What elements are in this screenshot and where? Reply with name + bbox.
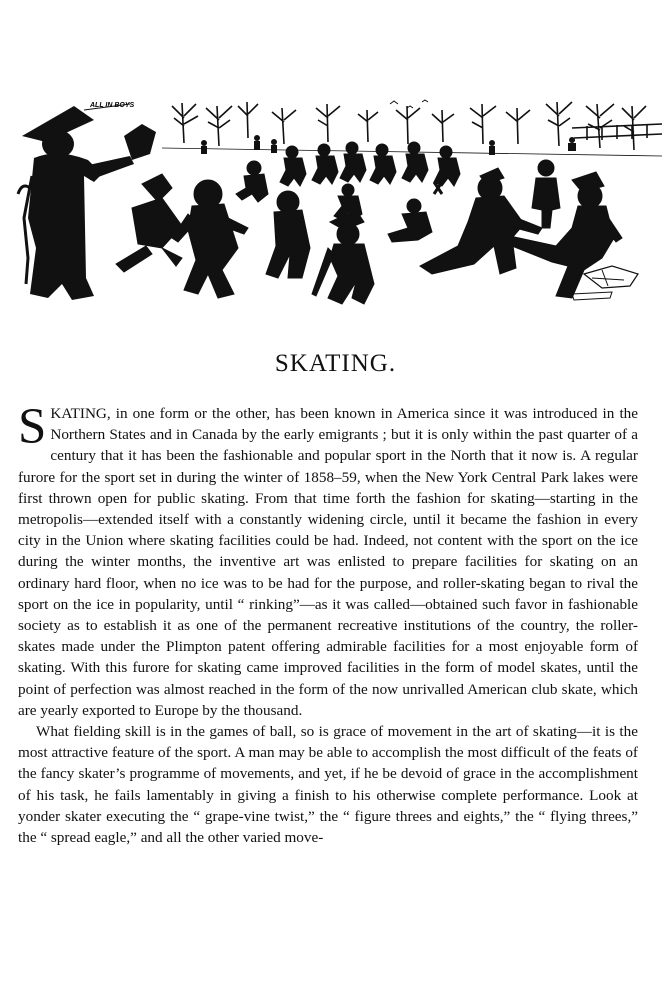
- illustration-caption: ALL IN BOYS: [90, 102, 135, 109]
- paragraph-1: [18, 399, 638, 721]
- paragraph-1-text: KATING, in one form or the other, has been known in America since it was introduced in the Northern States and in Canada by the early emigrants ; but it is only within the past quarter of a century that it has been the fashionable and popular sport in the North that it now is. A regular furore for the sport set in during the winter of 1858–59, when the New York Central Park lakes were first thrown open for public skating. From that time forth the fashion for skating—starting in the metropolis—extended itself with a constantly widening circle, until it became the fashion in every city in the Union where skating facilities could be had. Indeed, not content with the sport on the ice during the winter months, the inventive art was enlisted to prepare facilities for skating on an ordinary hard floor, when no ice was to be had for the purpose, and roller-skating began to rival the sport on the ice in popularity, until “ rinking”—as it was called—obtained such favor in fashionable society as to establish it as one of the permanent recreative institutions of the country, the roller-skates made under the Plimpton patent offering admirable facilities for a most enjoyable form of skating. With this furore for skating came improved facilities in the form of model skates, until the point of perfection was almost reached in the form of the now unrivalled American club skate, which are yearly exported to Europe by the thousand.: [18, 405, 638, 719]
- drop-cap: S: [18, 399, 47, 455]
- skating-boys-silhouette-icon: [116, 142, 638, 304]
- skating-illustration: [12, 98, 662, 320]
- article-body: [18, 399, 638, 848]
- teacher-with-bell-icon: [18, 106, 156, 300]
- article-title: SKATING.: [274, 350, 397, 377]
- paragraph-2: What fielding skill is in the games of ball, so is grace of movement in the art of skating—it is the most attractive feature of the sport. A man may be able to accomplish the most difficult of the feats of the fancy skater’s programme of movements, and yet, if he be devoid of grace in the accomplishment of his task, he fails lamentably in giving a finish to his otherwise complete performance. Look at yonder skater executing the “ grape-vine twist,” the “ figure threes and eights,” the “ flying threes,” the “ spread eagle,” and all the other varied move-: [18, 723, 638, 847]
- winter-skating-scene: [12, 98, 662, 320]
